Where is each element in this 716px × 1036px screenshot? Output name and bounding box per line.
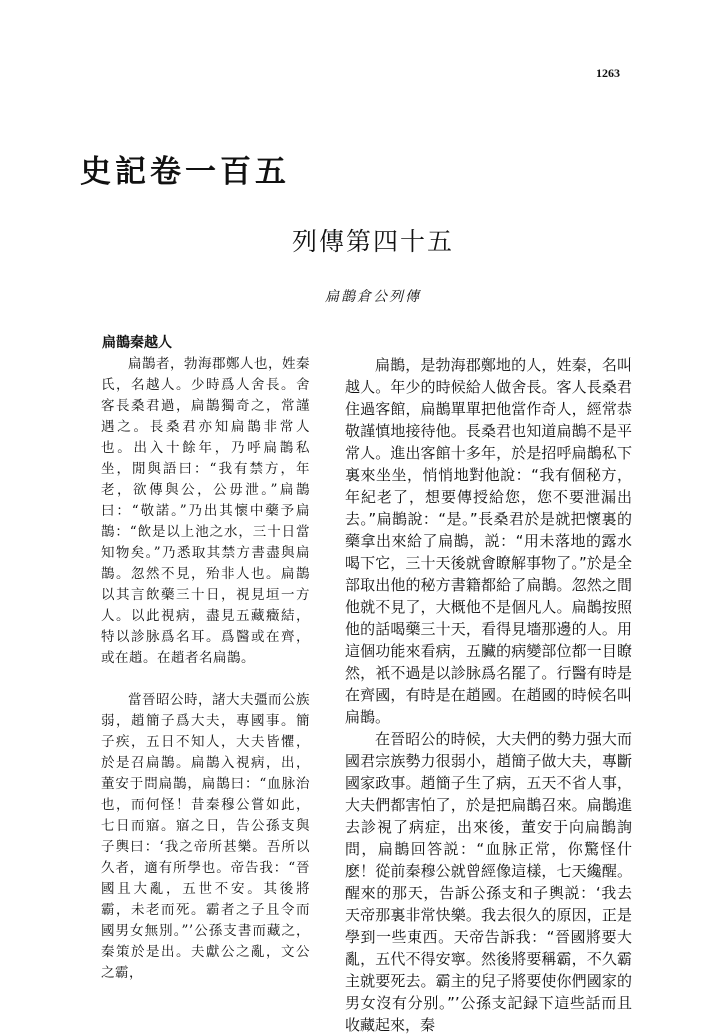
translation-text-column (345, 354, 632, 1036)
chapter-title: 列傳第四十五 (291, 227, 454, 256)
page-number: 1263 (596, 66, 620, 80)
classical-paragraph: 扁鵲者，勃海郡鄭人也，姓秦氏，名越人。少時爲人舍長。舍客長桑君過，扁鵲獨奇之，常謹遇之。長桑君亦知扁鵲非常人也。出入十餘年，乃呼扁鵲私坐，閒與語曰：“我有禁方，年老，欲傳與公，公毋泄。”扁鵲曰：“敬諾。”乃出其懷中藥予扁鵲：“飲是以上池之水，三十日當知物矣。”乃悉取其禁方書盡與扁鵲。忽然不見，殆非人也。扁鵲以其言飲藥三十日，視見垣一方人。以此視病，盡見五藏癥結，特以診脉爲名耳。爲醫或在齊，或在趙。在趙者名扁鵲。 (101, 356, 310, 666)
book-title: 史記卷一百五 (80, 154, 290, 190)
section-heading: 扁鵲秦越人 (102, 335, 172, 351)
translation-paragraph: 在晉昭公的時候，大夫們的勢力强大而國君宗族勢力很弱小，趙簡子做大夫，專斷國家政事。趙簡子生了病，五天不省人事，大夫們都害怕了，於是把扁鵲召來。扁鵲進去診視了病症，出來後，董安于向扁鵲詢問，扁鵲回答説：“血脉正常，你驚怪什麽！從前秦穆公就曾經像這樣，七天纔醒。醒來的那天，告訴公孫支和子輿説：‘我去天帝那裏非常快樂。我去很久的原因，正是學到一些東西。天帝告訴我：“晉國將要大亂，五代不得安寧。然後將要稱霸，不久霸主就要死去。霸主的兒子將要使你們國家的男女沒有分别。”’公孫支記録下這些話而且收藏起來，秦 (345, 730, 632, 1034)
classical-paragraph: 當晉昭公時，諸大夫彊而公族弱，趙簡子爲大夫，專國事。簡子疾，五日不知人，大夫皆懼，於是召扁鵲。扁鵲入視病，出，董安于問扁鵲，扁鵲曰：“血脉治也，而何怪！昔秦穆公嘗如此，七日而寤。寤之日，告公孫支與子輿曰：‘我之帝所甚樂。吾所以久者，適有所學也。帝告我：“晉國且大亂，五世不安。其後將霸，未老而死。霸者之子且令而國男女無別。”’公孫支書而藏之，秦策於是出。夫獻公之亂，文公之霸， (101, 692, 310, 981)
classical-text-column (101, 354, 310, 984)
translation-paragraph: 扁鵲，是勃海郡鄭地的人，姓秦，名叫越人。年少的時候給人做舍長。客人長桑君住過客館，扁鵲單單把他當作奇人，經常恭敬謹慎地接待他。長桑君也知道扁鵲不是平常人。進出客館十多年，於是招呼扁鵲私下裏來坐坐，悄悄地對他說：“我有個秘方，年紀老了，想要傳授給您，您不要泄漏出去。”扁鵲說：“是。”長桑君於是就把懷裏的藥拿出來給了扁鵲，説：“用未落地的露水喝下它，三十天後就會瞭解事物了。”於是全部取出他的秘方書籍都給了扁鵲。忽然之間他就不見了，大概他不是個凡人。扁鵲按照他的話喝藥三十天，看得見墻那邊的人。用這個功能來看病，五臟的病變部位都一目瞭然，衹不過是以診脉爲名罷了。行醫有時是在齊國，有時是在趙國。在趙國的時候名叫扁鵲。 (345, 356, 632, 726)
chapter-subtitle: 扁鵲倉公列傳 (325, 289, 421, 305)
